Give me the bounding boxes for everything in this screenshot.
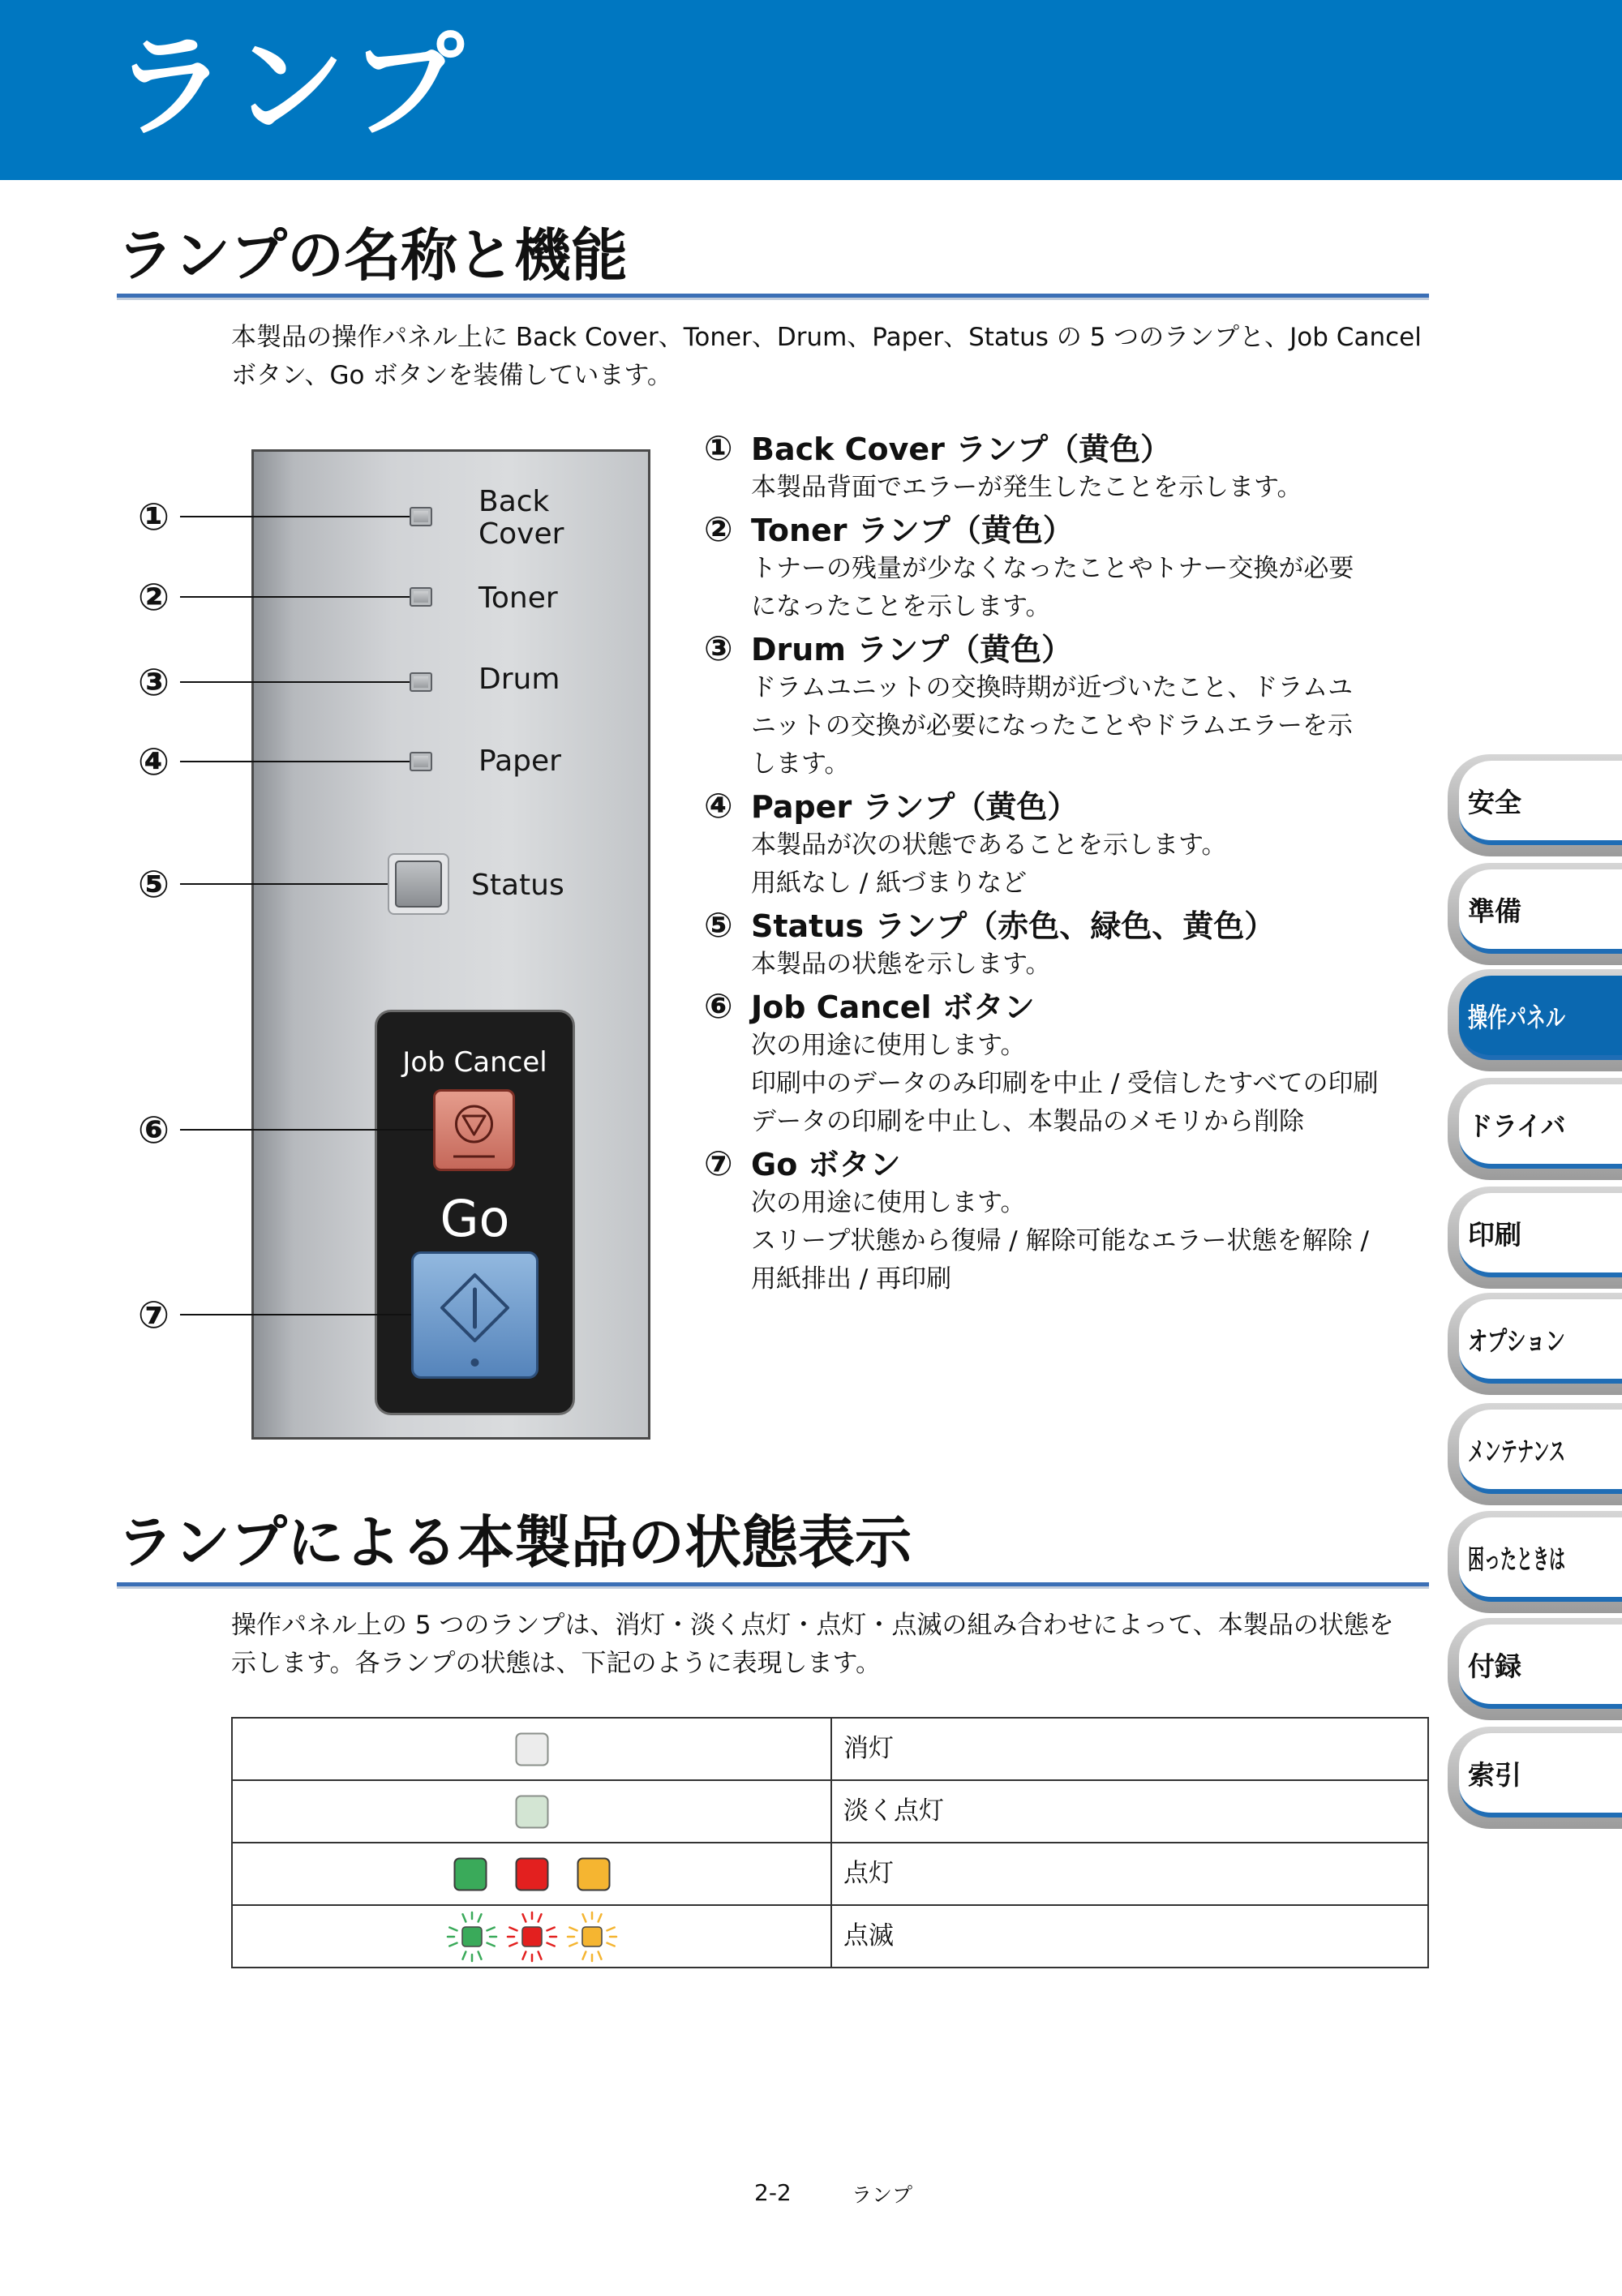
stop-icon bbox=[436, 1092, 513, 1169]
lamp-description-item bbox=[704, 905, 1434, 984]
job-cancel-button bbox=[433, 1089, 515, 1171]
lamp-icons bbox=[233, 1795, 830, 1829]
heading-underline bbox=[117, 294, 1429, 298]
table-row bbox=[232, 1780, 1428, 1843]
item-title-text: Drum ランプ（黄色） bbox=[751, 632, 1073, 667]
lamp-dim-icon bbox=[515, 1795, 549, 1829]
callout-number: ① bbox=[704, 428, 733, 468]
chapter-tab[interactable] bbox=[1448, 1727, 1622, 1829]
callout-number: ② bbox=[704, 509, 733, 549]
chapter-tab-label[interactable]: 安全 bbox=[1468, 786, 1521, 818]
chapter-tab-face[interactable] bbox=[1459, 869, 1622, 954]
lamp-state-table bbox=[231, 1717, 1429, 1968]
chapter-tab-face[interactable] bbox=[1459, 1517, 1622, 1602]
lamp-description-item bbox=[704, 986, 1434, 1141]
section-heading: ランプによる本製品の状態表示 bbox=[117, 1509, 912, 1576]
item-description-line: スリープ状態から復帰 / 解除可能なエラー状態を解除 / bbox=[751, 1226, 1369, 1255]
chapter-tab[interactable] bbox=[1448, 754, 1622, 856]
lamp-icons-cell bbox=[232, 1905, 831, 1968]
table-row bbox=[232, 1905, 1428, 1968]
intro-line: 操作パネル上の 5 つのランプは、消灯・淡く点灯・点灯・点滅の組み合わせによって、本製品の状態を bbox=[231, 1611, 1394, 1640]
callout-number: ⑥ bbox=[138, 1108, 169, 1152]
item-title-text: Job Cancel ボタン bbox=[751, 989, 1035, 1025]
item-description-line: します。 bbox=[751, 749, 850, 779]
callout-leader-line bbox=[180, 1314, 411, 1315]
callout-number: ④ bbox=[138, 740, 169, 783]
callout-leader-line bbox=[180, 1129, 433, 1131]
callout-leader-line bbox=[180, 516, 410, 517]
intro-paragraph bbox=[231, 1607, 1394, 1683]
item-description-line: ドラムユニットの交換時期が近づいたこと、ドラムユ bbox=[751, 673, 1354, 702]
chapter-tab-face[interactable] bbox=[1459, 761, 1622, 845]
callout-leader-line bbox=[180, 681, 410, 683]
callout-leader-line bbox=[180, 761, 410, 762]
chapter-tab-label[interactable]: 付録 bbox=[1468, 1650, 1521, 1682]
heading-underline bbox=[117, 1582, 1429, 1586]
lamp-state-label: 消灯 bbox=[831, 1718, 1428, 1780]
item-description-line: 本製品が次の状態であることを示します。 bbox=[751, 830, 1227, 860]
section-heading: ランプの名称と機能 bbox=[117, 222, 628, 289]
chapter-tab-label[interactable]: 困ったときは bbox=[1468, 1543, 1565, 1575]
chapter-tab-label[interactable]: 準備 bbox=[1468, 895, 1521, 927]
chapter-tab[interactable] bbox=[1448, 863, 1622, 965]
lamp-description-item bbox=[704, 428, 1434, 507]
lamp-description-list bbox=[704, 428, 1434, 1301]
item-title bbox=[704, 786, 1434, 826]
lamp-label: Back Cover bbox=[478, 485, 564, 551]
callout-number: ⑥ bbox=[704, 986, 733, 1026]
callout-leader-line bbox=[180, 596, 410, 598]
toner-lamp bbox=[410, 587, 432, 607]
chapter-tab[interactable] bbox=[1448, 1293, 1622, 1395]
callout-number: ④ bbox=[704, 786, 733, 826]
callout-number: ⑦ bbox=[138, 1293, 169, 1337]
chapter-title: ランプ bbox=[114, 21, 470, 153]
chapter-tab-face[interactable] bbox=[1459, 976, 1622, 1060]
item-description-line: 次の用途に使用します。 bbox=[751, 1031, 1026, 1060]
lamp-description-item bbox=[704, 786, 1434, 903]
back-cover-lamp bbox=[410, 507, 432, 526]
intro-line: 本製品の操作パネル上に Back Cover、Toner、Drum、Paper、Status の 5 つのランプと、Job Cancel bbox=[231, 323, 1422, 352]
item-title-text: Status ランプ（赤色、緑色、黄色） bbox=[751, 908, 1276, 944]
item-title bbox=[704, 1144, 1434, 1184]
intro-line: 示します。各ランプの状態は、下記のように表現します。 bbox=[231, 1649, 882, 1678]
paper-lamp bbox=[410, 752, 432, 771]
item-title-text: Toner ランプ（黄色） bbox=[751, 513, 1074, 548]
item-title bbox=[704, 905, 1434, 946]
status-lamp-lens bbox=[395, 860, 442, 908]
go-diamond-icon bbox=[414, 1254, 536, 1376]
lamp-icons bbox=[233, 1911, 830, 1963]
lamp-description-item bbox=[704, 1144, 1434, 1298]
chapter-tab[interactable] bbox=[1448, 1403, 1622, 1505]
lamp-blink-icon bbox=[506, 1911, 558, 1963]
lamp-description-item bbox=[704, 629, 1434, 783]
footer-section-title: ランプ bbox=[852, 2183, 913, 2207]
intro-paragraph bbox=[231, 319, 1422, 395]
chapter-tab-face[interactable] bbox=[1459, 1084, 1622, 1169]
lamp-state-label: 点滅 bbox=[831, 1905, 1428, 1968]
item-description-line: ニットの交換が必要になったことやドラムエラーを示 bbox=[751, 711, 1353, 740]
callout-number: ① bbox=[138, 495, 169, 539]
item-description-line: データの印刷を中止し、本製品のメモリから削除 bbox=[751, 1107, 1304, 1136]
callout-number: ⑦ bbox=[704, 1144, 733, 1183]
lamp-lit-icon bbox=[453, 1857, 487, 1891]
chapter-tab-label[interactable]: メンテナンス bbox=[1468, 1435, 1566, 1467]
chapter-tab[interactable] bbox=[1448, 1187, 1622, 1289]
chapter-tab-face[interactable] bbox=[1459, 1299, 1622, 1384]
item-title bbox=[704, 428, 1434, 469]
chapter-tab-label[interactable]: 索引 bbox=[1468, 1758, 1521, 1791]
drum-lamp bbox=[410, 672, 432, 692]
lamp-icons-cell bbox=[232, 1780, 831, 1843]
item-description-line: になったことを示します。 bbox=[751, 592, 1051, 621]
lamp-icons bbox=[233, 1732, 830, 1766]
lamp-label: Paper bbox=[478, 745, 561, 778]
item-title bbox=[704, 629, 1434, 669]
status-lamp bbox=[388, 853, 449, 915]
item-title-text: Back Cover ランプ（黄色） bbox=[751, 431, 1172, 467]
lamp-state-label: 点灯 bbox=[831, 1843, 1428, 1905]
chapter-tab[interactable] bbox=[1448, 969, 1622, 1071]
callout-number: ③ bbox=[704, 629, 733, 668]
item-description-line: 次の用途に使用します。 bbox=[751, 1188, 1026, 1217]
chapter-tab-label[interactable]: ドライバ bbox=[1468, 1109, 1566, 1142]
intro-line: ボタン、Go ボタンを装備しています。 bbox=[231, 361, 672, 390]
lamp-blink-icon bbox=[566, 1911, 618, 1963]
item-title-text: Paper ランプ（黄色） bbox=[751, 789, 1079, 825]
job-cancel-label: Job Cancel bbox=[402, 1046, 547, 1079]
chapter-tab-label[interactable]: 操作パネル bbox=[1468, 1001, 1565, 1033]
lamp-description-item bbox=[704, 509, 1434, 626]
page-number: 2-2 bbox=[754, 2179, 792, 2206]
lamp-lit-icon bbox=[515, 1857, 549, 1891]
chapter-tab[interactable] bbox=[1448, 1078, 1622, 1180]
chapter-tab-face[interactable] bbox=[1459, 1624, 1622, 1709]
chapter-tab-label[interactable]: オプション bbox=[1468, 1324, 1566, 1357]
callout-number: ⑤ bbox=[138, 862, 169, 906]
item-title-text: Go ボタン bbox=[751, 1147, 901, 1182]
callout-number: ⑤ bbox=[704, 905, 733, 945]
item-description-line: 印刷中のデータのみ印刷を中止 / 受信したすべての印刷 bbox=[751, 1069, 1379, 1098]
chapter-tab-face[interactable] bbox=[1459, 1193, 1622, 1277]
lamp-icons-cell bbox=[232, 1843, 831, 1905]
go-button bbox=[411, 1251, 539, 1379]
lamp-lit-icon bbox=[577, 1857, 611, 1891]
item-description-line: トナーの残量が少なくなったことやトナー交換が必要 bbox=[751, 554, 1354, 583]
chapter-tab-label[interactable]: 印刷 bbox=[1468, 1218, 1521, 1251]
lamp-icons bbox=[233, 1857, 830, 1891]
table-row bbox=[232, 1718, 1428, 1780]
item-description-line: 本製品の状態を示します。 bbox=[751, 950, 1051, 979]
item-description-line: 本製品背面でエラーが発生したことを示します。 bbox=[751, 473, 1302, 502]
item-title bbox=[704, 986, 1434, 1027]
chapter-tab-face[interactable] bbox=[1459, 1410, 1622, 1494]
status-label: Status bbox=[471, 869, 564, 902]
lamp-label: Drum bbox=[478, 663, 560, 696]
item-description-line: 用紙排出 / 再印刷 bbox=[751, 1264, 952, 1294]
table-row bbox=[232, 1843, 1428, 1905]
callout-leader-line bbox=[180, 883, 388, 885]
lamp-off-icon bbox=[515, 1732, 549, 1766]
callout-number: ③ bbox=[138, 660, 169, 704]
item-title bbox=[704, 509, 1434, 550]
lamp-state-label: 淡く点灯 bbox=[831, 1780, 1428, 1843]
chapter-tab[interactable] bbox=[1448, 1618, 1622, 1720]
lamp-icons-cell bbox=[232, 1718, 831, 1780]
callout-number: ② bbox=[138, 575, 169, 619]
chapter-tab[interactable] bbox=[1448, 1511, 1622, 1613]
lamp-blink-icon bbox=[446, 1911, 498, 1963]
chapter-tab-face[interactable] bbox=[1459, 1733, 1622, 1817]
item-description-line: 用紙なし / 紙づまりなど bbox=[751, 869, 1028, 898]
lamp-label: Toner bbox=[478, 582, 558, 615]
go-label: Go bbox=[440, 1189, 510, 1248]
